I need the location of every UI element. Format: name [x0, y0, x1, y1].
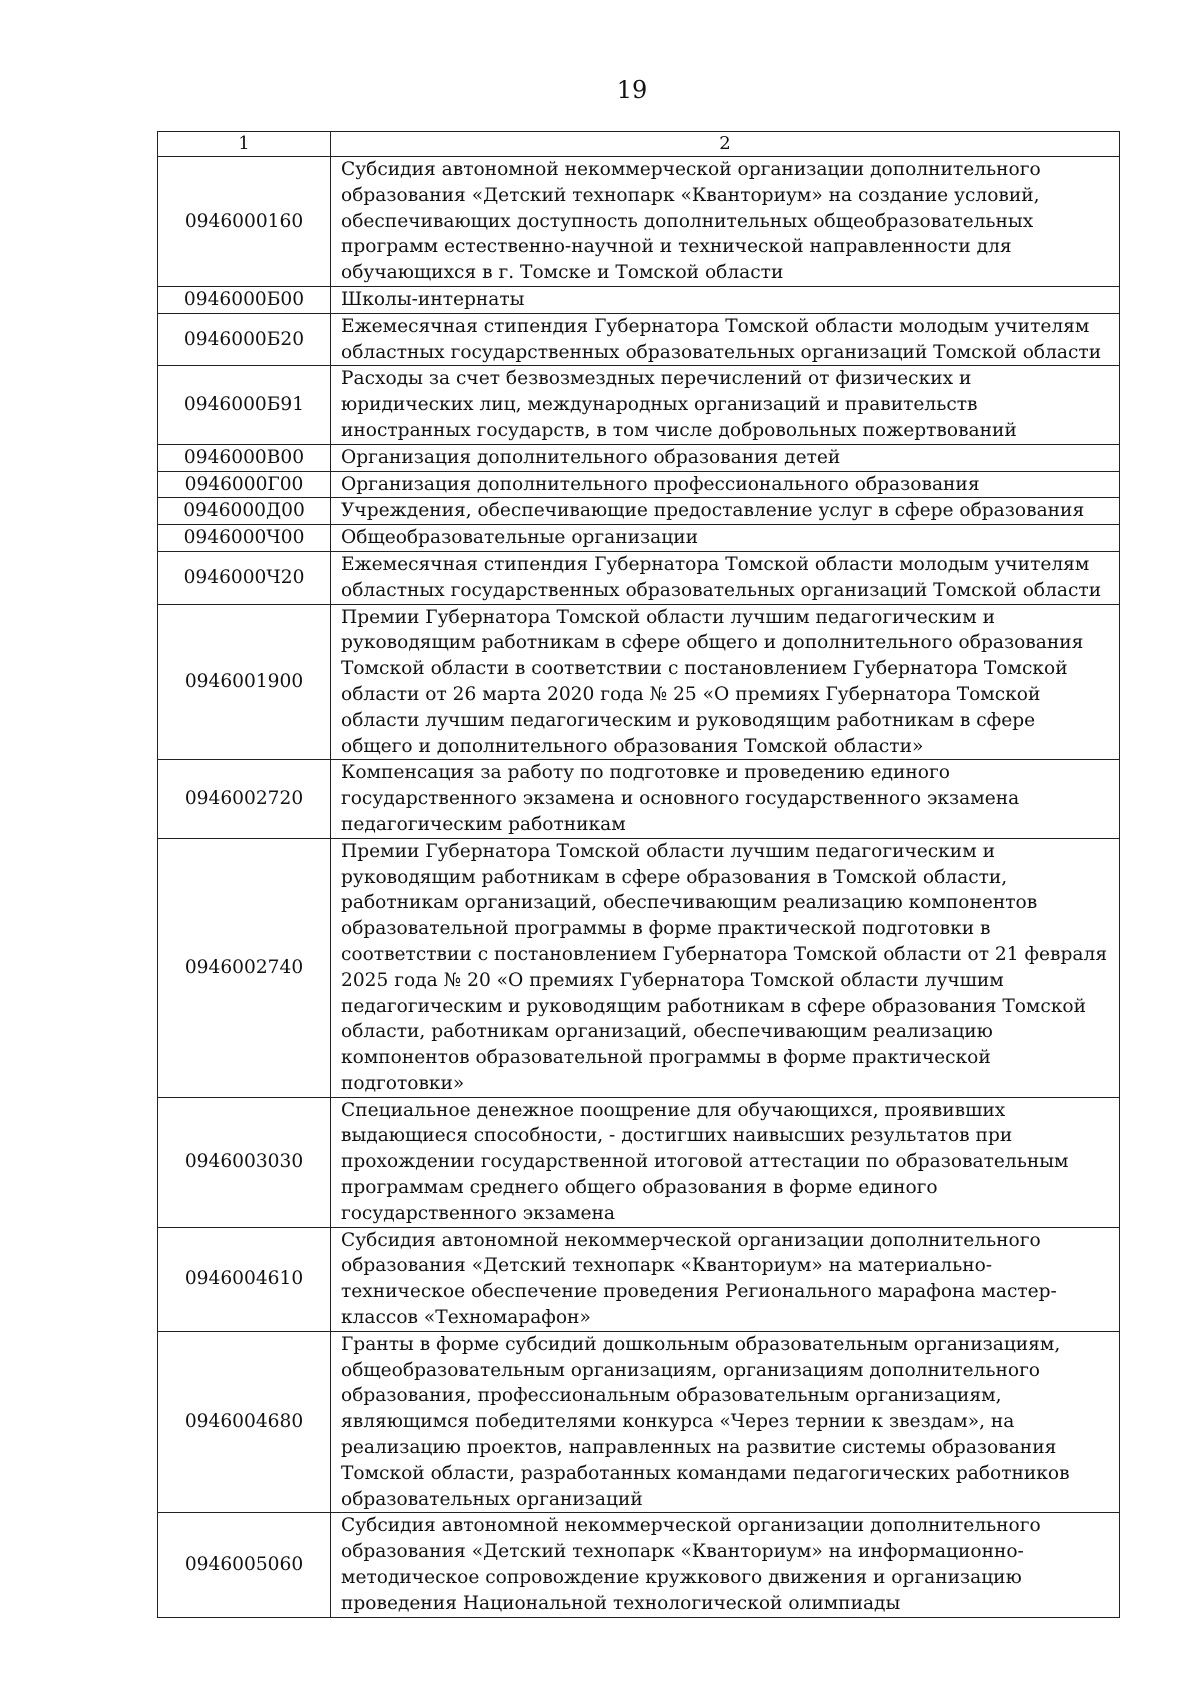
table-row	[158, 838, 1120, 1097]
row-code: 0946005060	[158, 1513, 331, 1617]
table-row	[158, 498, 1120, 525]
row-code: 0946001900	[158, 604, 331, 760]
table-row	[158, 604, 1120, 760]
row-description: Компенсация за работу по подготовке и проведению единого государственного экзамена и основного государственного экзамена педагогическим работникам	[331, 760, 1120, 838]
row-code: 0946004610	[158, 1227, 331, 1331]
row-description: Организация дополнительного образования детей	[331, 444, 1120, 471]
row-description: Специальное денежное поощрение для обучающихся, проявивших выдающиеся способности, - достигших наивысших результатов при прохождении государственной итоговой аттестации по образовательным программам среднего общего образования в форме единого государственного экзамена	[331, 1097, 1120, 1227]
table-row	[158, 1227, 1120, 1331]
row-code: 0946000Б91	[158, 366, 331, 444]
table-row	[158, 760, 1120, 838]
column-header-description: 2	[331, 132, 1120, 157]
table-row	[158, 1097, 1120, 1227]
row-description: Расходы за счет безвозмездных перечислений от физических и юридических лиц, международных организаций и правительств иностранных государств, в том числе добровольных пожертвований	[331, 366, 1120, 444]
row-description: Субсидия автономной некоммерческой организации дополнительного образования «Детский технопарк «Кванториум» на материально-техническое обеспечение проведения Регионального марафона мастер-классов «Техномарафон»	[331, 1227, 1120, 1331]
row-description: Премии Губернатора Томской области лучшим педагогическим и руководящим работникам в сфере образования в Томской области, работникам организаций, обеспечивающим реализацию компонентов образовательной программы в форме практической подготовки в соответствии с постановлением Губернатора Томской области от 21 февраля 2025 года № 20 «О премиях Губернатора Томской области лучшим педагогическим и руководящим работникам в сфере образования Томской области, работникам организаций, обеспечивающим реализацию компонентов образовательной программы в форме практической подготовки»	[331, 838, 1120, 1097]
row-code: 0946000Д00	[158, 498, 331, 525]
row-code: 0946000В00	[158, 444, 331, 471]
row-code: 0946004680	[158, 1331, 331, 1513]
row-code: 0946000Г00	[158, 471, 331, 498]
page-number: 19	[616, 76, 648, 104]
row-code: 0946002740	[158, 838, 331, 1097]
table-row	[158, 471, 1120, 498]
budget-code-table	[157, 131, 1120, 1618]
row-description: Учреждения, обеспечивающие предоставление услуг в сфере образования	[331, 498, 1120, 525]
row-description: Субсидия автономной некоммерческой организации дополнительного образования «Детский технопарк «Кванториум» на информационно-методическое сопровождение кружкового движения и организацию проведения Национальной технологической олимпиады	[331, 1513, 1120, 1617]
table-row	[158, 444, 1120, 471]
row-description: Организация дополнительного профессионального образования	[331, 471, 1120, 498]
row-code: 0946003030	[158, 1097, 331, 1227]
table-row	[158, 313, 1120, 366]
table-row	[158, 157, 1120, 287]
row-description: Ежемесячная стипендия Губернатора Томской области молодым учителям областных государственных образовательных организаций Томской области	[331, 551, 1120, 604]
row-description: Субсидия автономной некоммерческой организации дополнительного образования «Детский технопарк «Кванториум» на создание условий, обеспечивающих доступность дополнительных общеобразовательных программ естественно-научной и технической направленности для обучающихся в г. Томске и Томской области	[331, 157, 1120, 287]
row-description: Ежемесячная стипендия Губернатора Томской области молодым учителям областных государственных образовательных организаций Томской области	[331, 313, 1120, 366]
table-row	[158, 1513, 1120, 1617]
column-header-code: 1	[158, 132, 331, 157]
table-row	[158, 286, 1120, 313]
row-code: 0946002720	[158, 760, 331, 838]
row-code: 0946000Ч20	[158, 551, 331, 604]
table-row	[158, 1331, 1120, 1513]
row-code: 0946000160	[158, 157, 331, 287]
row-description: Общеобразовательные организации	[331, 525, 1120, 552]
row-description: Школы-интернаты	[331, 286, 1120, 313]
table-row	[158, 551, 1120, 604]
row-code: 0946000Ч00	[158, 525, 331, 552]
table-row	[158, 525, 1120, 552]
row-description: Премии Губернатора Томской области лучшим педагогическим и руководящим работникам в сфере общего и дополнительного образования Томской области в соответствии с постановлением Губернатора Томской области от 26 марта 2020 года № 25 «О премиях Губернатора Томской области лучшим педагогическим и руководящим работникам в сфере общего и дополнительного образования Томской области»	[331, 604, 1120, 760]
table-header-row	[158, 132, 1120, 157]
row-description: Гранты в форме субсидий дошкольным образовательным организациям, общеобразовательным организациям, организациям дополнительного образования, профессиональным образовательным организациям, являющимся победителями конкурса «Через тернии к звездам», на реализацию проектов, направленных на развитие системы образования Томской области, разработанных командами педагогических работников образовательных организаций	[331, 1331, 1120, 1513]
row-code: 0946000Б20	[158, 313, 331, 366]
row-code: 0946000Б00	[158, 286, 331, 313]
table-row	[158, 366, 1120, 444]
